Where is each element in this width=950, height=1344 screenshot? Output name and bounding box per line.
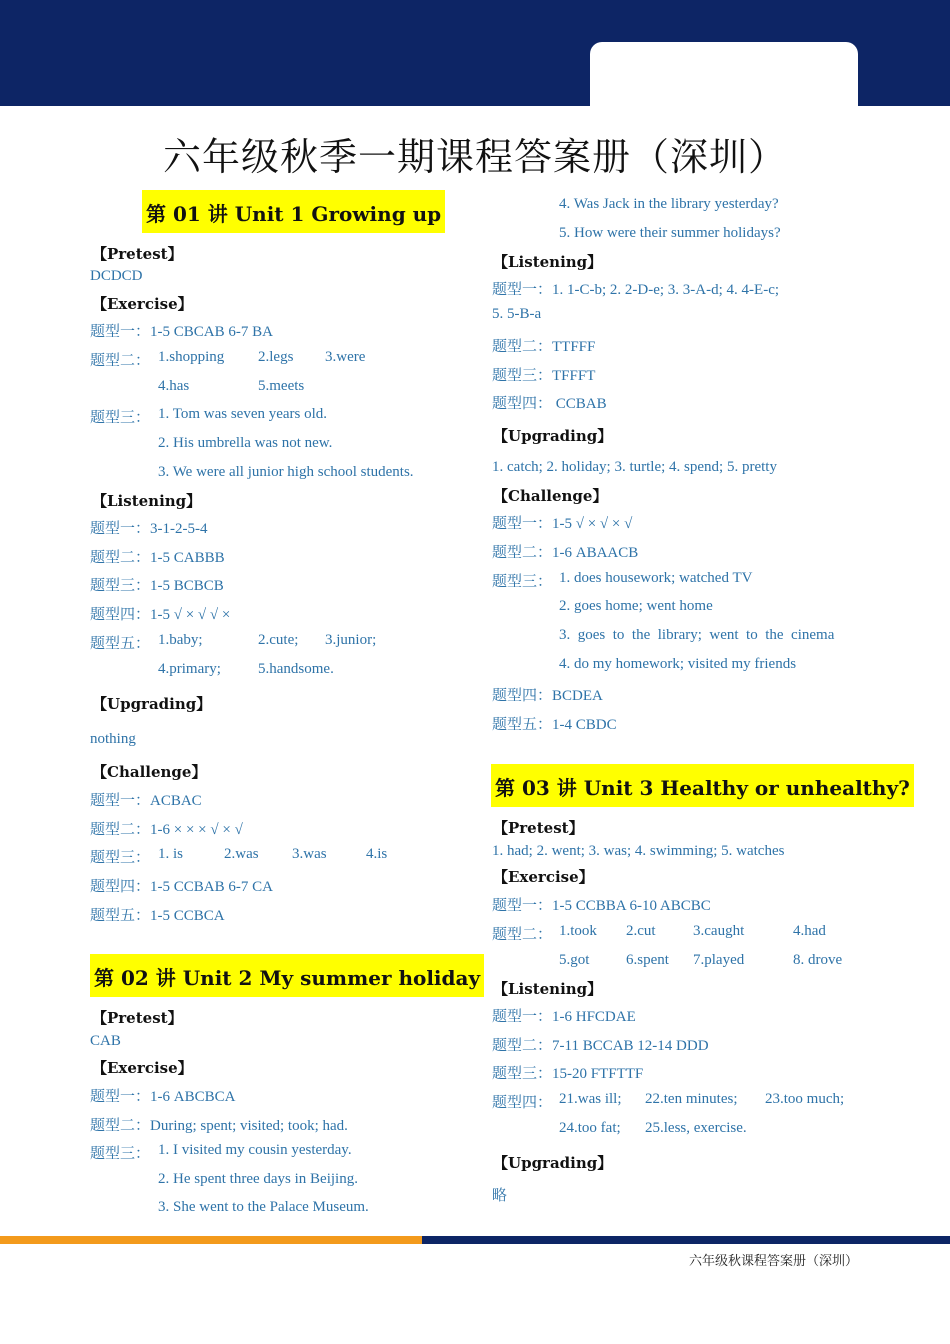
answer-item: 2.was bbox=[224, 846, 259, 862]
answer-item: 3.junior; bbox=[325, 632, 377, 648]
answer-item: 1. Tom was seven years old. bbox=[158, 406, 328, 422]
answer-label: 题型五： bbox=[90, 636, 151, 652]
answer-item: 2. His umbrella was not new. bbox=[158, 435, 333, 451]
answer-item: 3.was bbox=[292, 846, 327, 862]
answer-item: 1.took bbox=[559, 923, 597, 939]
answer-line: 题型四：BCDEA bbox=[492, 688, 603, 704]
answer-label: 题型三： bbox=[90, 850, 151, 866]
answer-label: 题型三： bbox=[90, 1146, 151, 1162]
answer-label: 题型四： bbox=[492, 1095, 553, 1111]
answer-item: 2. goes home; went home bbox=[559, 598, 713, 614]
answer-item: 2. He spent three days in Beijing. bbox=[158, 1171, 358, 1187]
section-pretest: 【Pretest】 bbox=[92, 245, 183, 263]
answer-item: 4. Was Jack in the library yesterday? bbox=[559, 196, 779, 212]
answer-line: 略 bbox=[492, 1188, 508, 1204]
answer-item: 23.too much; bbox=[765, 1091, 845, 1107]
answer-item: 4.is bbox=[366, 846, 388, 862]
answer-item: 5.got bbox=[559, 952, 590, 968]
answer-line: 题型三：15-20 FTFTTF bbox=[492, 1066, 644, 1082]
answer-line: 题型一：1-6 ABCBCA bbox=[90, 1089, 236, 1105]
answer-line: 题型一：1-5 CCBBA 6-10 ABCBC bbox=[492, 898, 711, 914]
answer-line: 题型二：1-5 CABBB bbox=[90, 550, 225, 566]
answer-item: 1.baby; bbox=[158, 632, 203, 648]
answer-item: 22.ten minutes; bbox=[645, 1091, 738, 1107]
answer-line: 题型二：1-6 × × × √ × √ bbox=[90, 822, 243, 838]
footer-text: 六年级秋课程答案册（深圳） bbox=[688, 1254, 858, 1269]
answer-line: 题型二：During; spent; visited; took; had. bbox=[90, 1118, 348, 1134]
answer-item: 25.less, exercise. bbox=[645, 1120, 747, 1136]
section-upgrading: 【Upgrading】 bbox=[493, 1154, 613, 1172]
answer-item: 21.was ill; bbox=[559, 1091, 622, 1107]
answer-line: 题型一：1-6 HFCDAE bbox=[492, 1009, 636, 1025]
section-listening: 【Listening】 bbox=[92, 492, 202, 510]
answer-line: 题型三：1-5 BCBCB bbox=[90, 578, 224, 594]
section-exercise: 【Exercise】 bbox=[92, 295, 193, 313]
answer-line: 题型二：1-6 ABAACB bbox=[492, 545, 639, 561]
answer-item: 8. drove bbox=[793, 952, 843, 968]
unit1-heading: 第 01 讲 Unit 1 Growing up bbox=[142, 190, 445, 233]
answer-line: 5. 5-B-a bbox=[492, 306, 542, 322]
answer-item: 2.cut bbox=[626, 923, 656, 939]
unit3-heading: 第 03 讲 Unit 3 Healthy or unhealthy? bbox=[491, 764, 914, 807]
unit2-heading: 第 02 讲 Unit 2 My summer holiday bbox=[90, 954, 484, 997]
answer-line: nothing bbox=[90, 731, 136, 747]
answer-item: 7.played bbox=[693, 952, 745, 968]
answer-line: 题型一：1-5 √ × √ × √ bbox=[492, 516, 633, 532]
answer-label: 题型二： bbox=[492, 927, 553, 943]
answer-line: 题型二：TTFFF bbox=[492, 339, 596, 355]
answer-item: 6.spent bbox=[626, 952, 669, 968]
footer-bar-orange bbox=[0, 1236, 422, 1244]
answer-item: 24.too fat; bbox=[559, 1120, 621, 1136]
answer-item: 4.had bbox=[793, 923, 826, 939]
answer-line: 题型三：TFFFT bbox=[492, 368, 596, 384]
answer-line: 1. catch; 2. holiday; 3. turtle; 4. spend; 5. pretty bbox=[492, 459, 777, 475]
answer-item: 3. goes to the library; went to the cinema bbox=[559, 627, 835, 643]
answer-item: 1. I visited my cousin yesterday. bbox=[158, 1142, 352, 1158]
answer-item: 5.meets bbox=[258, 378, 305, 394]
answer-item: 1. is bbox=[158, 846, 184, 862]
section-challenge: 【Challenge】 bbox=[92, 763, 207, 781]
answer-label: 题型三： bbox=[90, 410, 151, 426]
section-listening: 【Listening】 bbox=[493, 980, 603, 998]
answer-line: 题型五：1-5 CCBCA bbox=[90, 908, 225, 924]
answer-line: 题型四：1-5 √ × √ √ × bbox=[90, 607, 231, 623]
answer-item: 4.primary; bbox=[158, 661, 221, 677]
answer-item: 4.has bbox=[158, 378, 190, 394]
answer-item: 4. do my homework; visited my friends bbox=[559, 656, 797, 672]
page-title: 六年级秋季一期课程答案册（深圳） bbox=[162, 135, 787, 179]
section-upgrading: 【Upgrading】 bbox=[493, 427, 613, 445]
answer-line: 1. had; 2. went; 3. was; 4. swimming; 5. watches bbox=[492, 843, 785, 859]
answer-line: 题型四： CCBAB bbox=[492, 396, 607, 412]
answer-item: 2.legs bbox=[258, 349, 294, 365]
section-pretest: 【Pretest】 bbox=[92, 1009, 183, 1027]
answer-item: 5. How were their summer holidays? bbox=[559, 225, 781, 241]
section-exercise: 【Exercise】 bbox=[92, 1059, 193, 1077]
section-challenge: 【Challenge】 bbox=[493, 487, 608, 505]
answer-line: 题型二：7-11 BCCAB 12-14 DDD bbox=[492, 1038, 709, 1054]
answer-line: 题型一：3-1-2-5-4 bbox=[90, 521, 208, 537]
section-exercise: 【Exercise】 bbox=[493, 868, 594, 886]
answer-item: 3.were bbox=[325, 349, 366, 365]
answer-item: 5.handsome. bbox=[258, 661, 334, 677]
section-pretest: 【Pretest】 bbox=[493, 819, 584, 837]
answer-line: 题型五：1-4 CBDC bbox=[492, 717, 617, 733]
answer-line: 题型一：1-5 CBCAB 6-7 BA bbox=[90, 324, 273, 340]
answer-item: 3.caught bbox=[693, 923, 745, 939]
answer-item: 3. We were all junior high school students. bbox=[158, 464, 414, 480]
section-listening: 【Listening】 bbox=[493, 253, 603, 271]
answer-label: 题型二： bbox=[90, 353, 151, 369]
answer-line: 题型一：ACBAC bbox=[90, 793, 202, 809]
answer-line: DCDCD bbox=[90, 268, 143, 284]
answer-item: 1.shopping bbox=[158, 349, 225, 365]
answer-item: 3. She went to the Palace Museum. bbox=[158, 1199, 369, 1215]
answer-label: 题型三： bbox=[492, 574, 553, 590]
section-upgrading: 【Upgrading】 bbox=[92, 695, 212, 713]
answer-line: 题型四：1-5 CCBAB 6-7 CA bbox=[90, 879, 273, 895]
header-tab bbox=[590, 42, 858, 112]
answer-item: 1. does housework; watched TV bbox=[559, 570, 753, 586]
answer-line: 题型一：1. 1-C-b; 2. 2-D-e; 3. 3-A-d; 4. 4-E-c; bbox=[492, 282, 780, 298]
answer-item: 2.cute; bbox=[258, 632, 299, 648]
footer-bar-navy bbox=[422, 1236, 950, 1244]
answer-line: CAB bbox=[90, 1033, 121, 1049]
